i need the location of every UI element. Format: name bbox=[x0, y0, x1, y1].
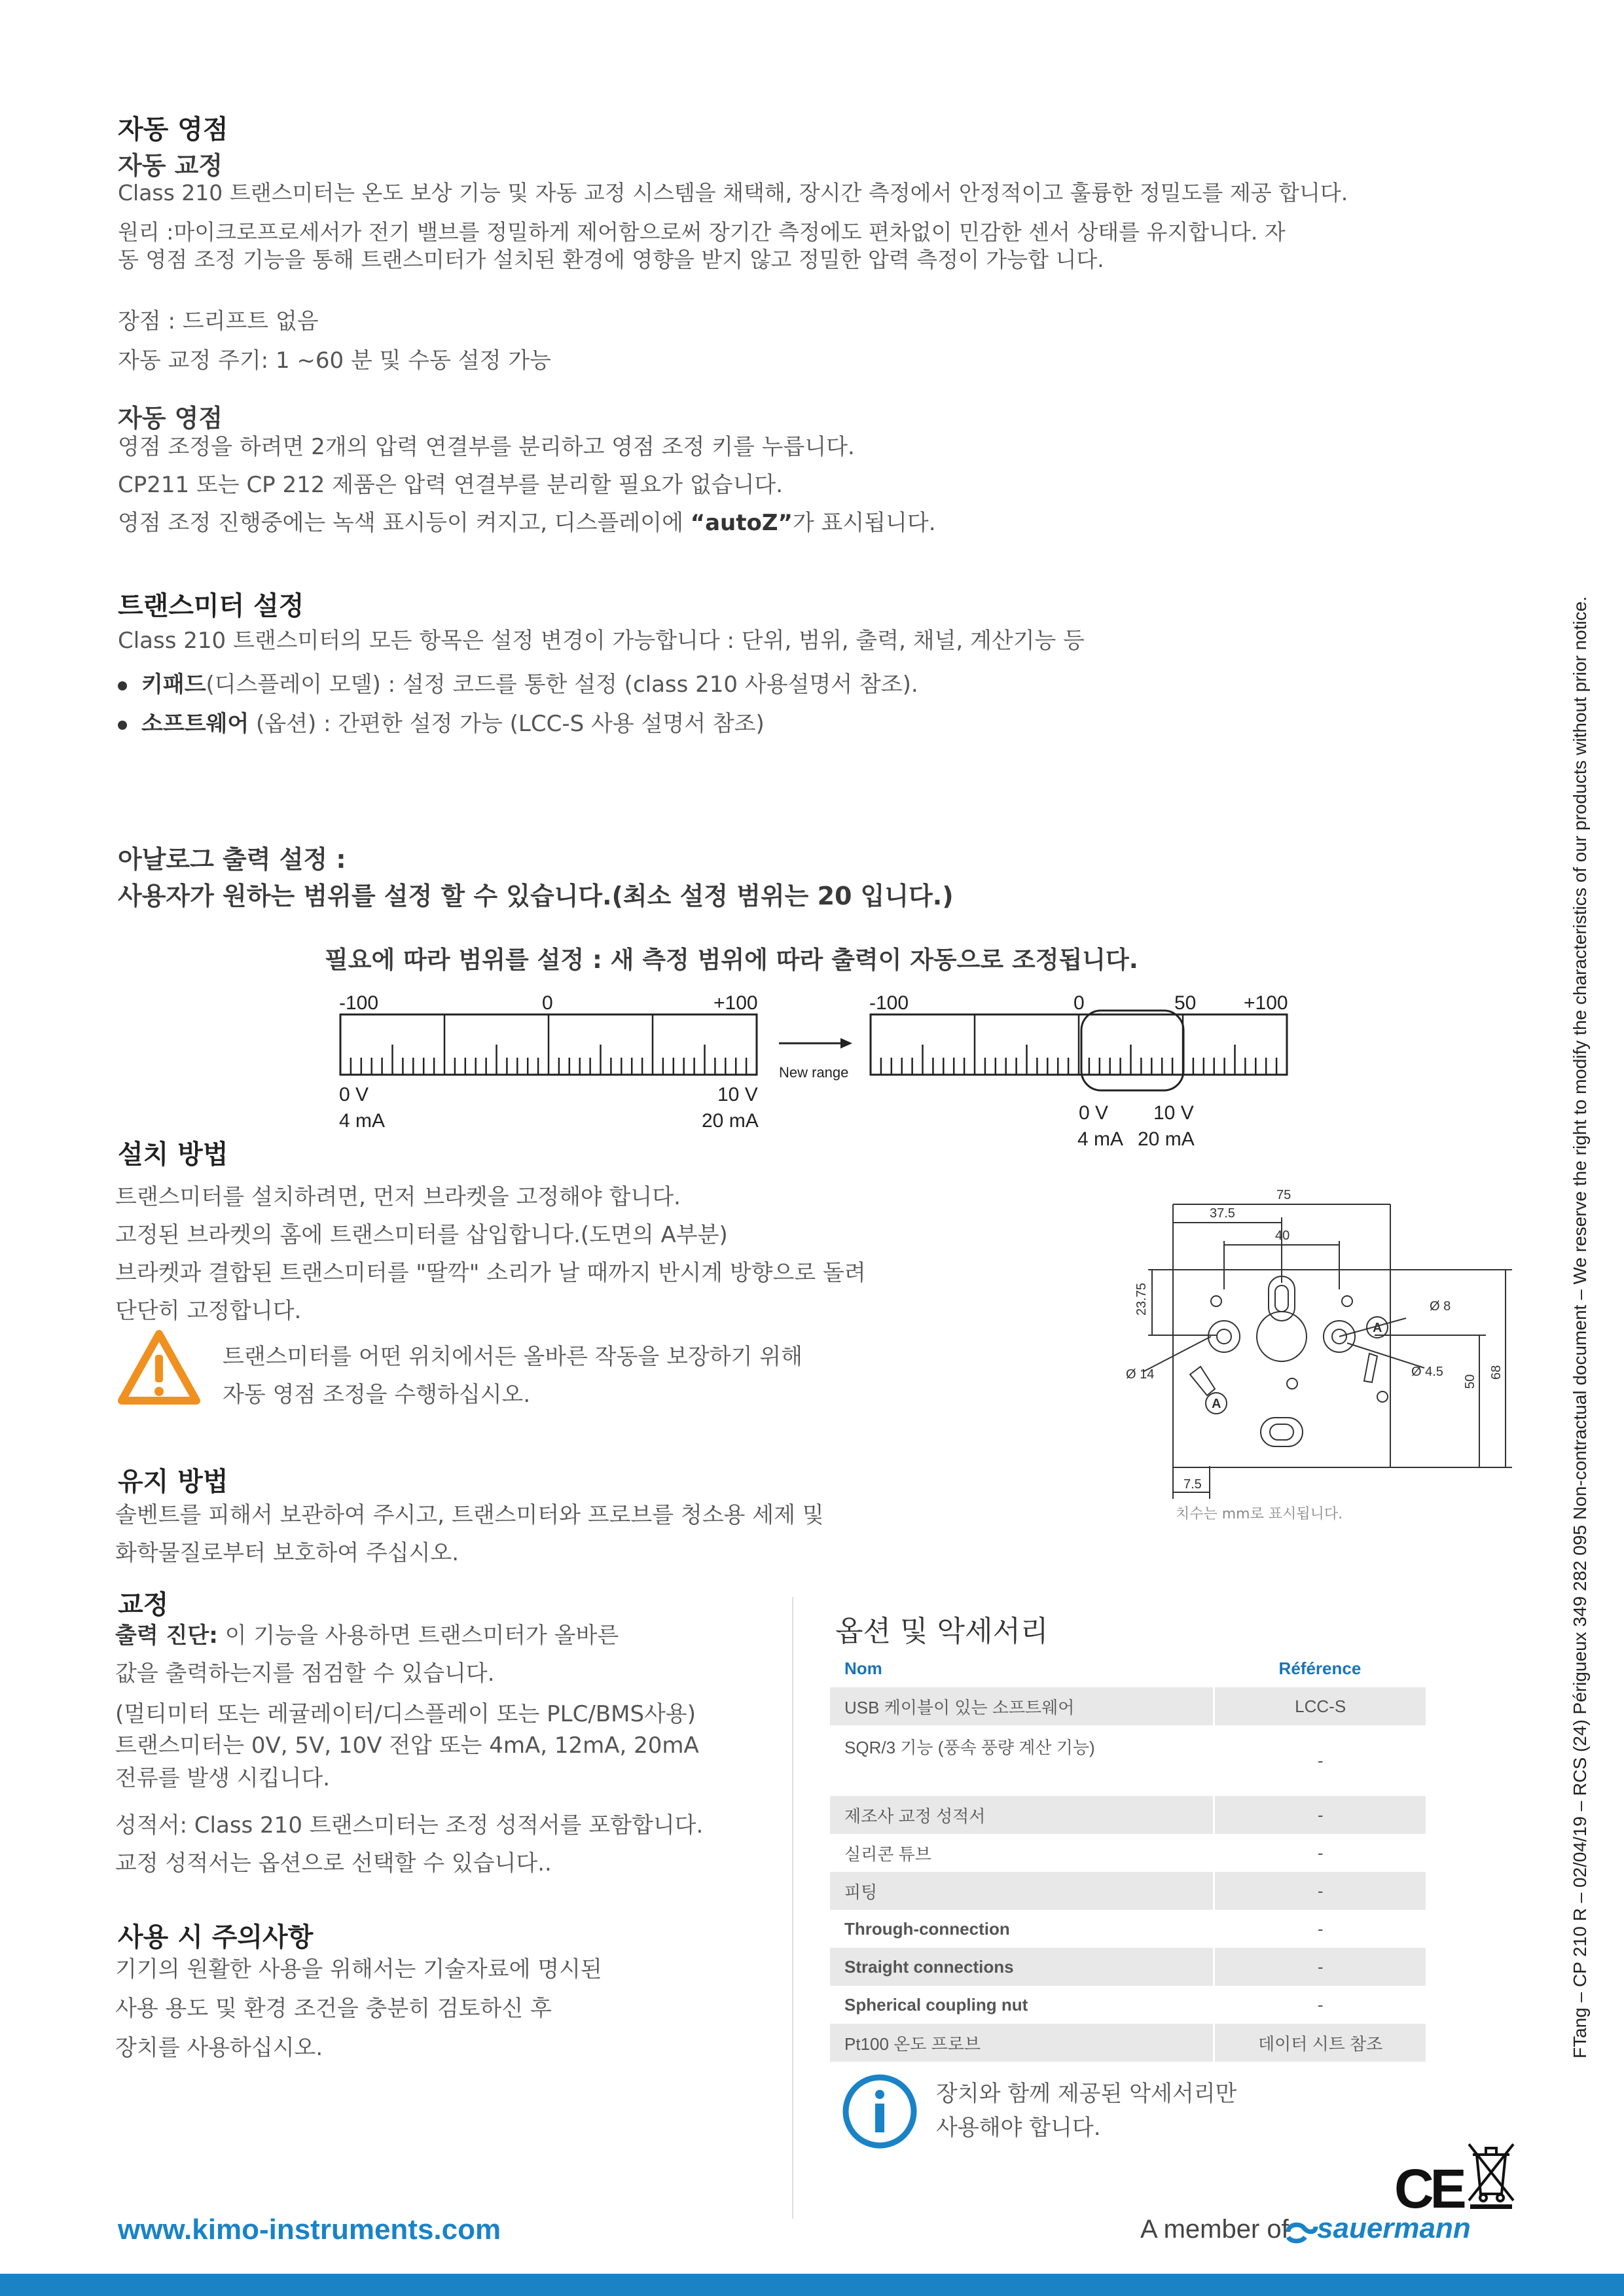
left-10v: 10 V bbox=[717, 1084, 758, 1105]
row-ref: - bbox=[1214, 1910, 1426, 1948]
caution-line2: 사용 용도 및 환경 조건을 충분히 검토하신 후 bbox=[115, 1996, 552, 2022]
calib-line2: 값을 출력하는지를 점검할 수 있습니다. bbox=[115, 1660, 495, 1687]
calib-line6: 성적서: Class 210 트랜스미터는 조정 성적서를 포함합니다. bbox=[115, 1812, 704, 1839]
row-ref: - bbox=[1214, 1986, 1426, 2024]
right-scale bbox=[871, 1014, 1287, 1075]
dim-dia-4-5: Ø 4.5 bbox=[1411, 1365, 1443, 1379]
para-period: 자동 교정 주기: 1 ~60 분 및 수동 설정 가능 bbox=[118, 348, 551, 374]
right-tick-zero: 0 bbox=[1074, 992, 1085, 1014]
table-row bbox=[830, 1687, 1426, 1725]
arrow-head bbox=[840, 1038, 852, 1049]
row-name: 제조사 교정 성적서 bbox=[830, 1796, 1214, 1834]
install-line3: 브라켓과 결합된 트랜스미터를 "딸깍" 소리가 날 때까지 반시계 방향으로 돌려 bbox=[115, 1260, 866, 1286]
row-name: Through-connection bbox=[844, 1918, 1010, 1939]
col-ref-header: Référence bbox=[1278, 1658, 1362, 1678]
calib-line4: 트랜스미터는 0V, 5V, 10V 전압 또는 4mA, 12mA, 20mA bbox=[115, 1732, 699, 1759]
info-line1: 장치와 함께 제공된 악세서리만 bbox=[936, 2081, 1237, 2107]
analog-subtitle: 사용자가 원하는 범위를 설정 할 수 있습니다.(최소 설정 범위는 20 입니다.) bbox=[118, 882, 954, 910]
website-link[interactable]: www.kimo-instruments.com bbox=[118, 2214, 501, 2246]
section-title-calibration: 교정 bbox=[118, 1590, 169, 1620]
label-a-left: A bbox=[1212, 1397, 1221, 1411]
row-name: Spherical coupling nut bbox=[844, 1994, 1028, 2015]
right-20ma: 20 mA bbox=[1138, 1128, 1195, 1150]
side-legal-text: FTang – CP 210 R – 02/04/19 – RCS (24) Périgueux 349 282 095 Non-contractual document – We reserve the right to modify the characteristics of our products without prior notice. bbox=[1570, 596, 1590, 2058]
row-name: 피팅 bbox=[830, 1872, 1214, 1910]
row-ref: - bbox=[1214, 1725, 1426, 1796]
bullet-keypad bbox=[118, 666, 918, 698]
section-title-maintenance: 유지 방법 bbox=[118, 1467, 228, 1497]
row-name: 실리콘 튜브 bbox=[844, 1844, 931, 1864]
dimension-note: 치수는 mm로 표시됩니다. bbox=[1176, 1506, 1343, 1522]
right-4ma: 4 mA bbox=[1077, 1128, 1124, 1150]
maint-line1: 솔벤트를 피해서 보관하여 주시고, 트랜스미터와 프로브를 청소용 세제 및 bbox=[115, 1502, 824, 1528]
install-line1: 트랜스미터를 설치하려면, 먼저 브라켓을 고정해야 합니다. bbox=[115, 1184, 681, 1210]
row-name: USB 케이블이 있는 소프트웨어 bbox=[830, 1687, 1214, 1725]
calib-line5: 전류를 발생 시킵니다. bbox=[115, 1765, 331, 1791]
right-tick-max: +100 bbox=[1244, 992, 1288, 1014]
table-row bbox=[830, 1986, 1426, 2024]
bullet-dot bbox=[118, 681, 127, 691]
calib-line1 bbox=[115, 1621, 619, 1651]
dim-23-75: 23.75 bbox=[1134, 1282, 1149, 1316]
zero-line3-end: 가 표시됩니다. bbox=[792, 510, 936, 536]
section-title-auto-zero-2: 자동 영점 bbox=[118, 404, 223, 433]
section-title-caution: 사용 시 주의사항 bbox=[118, 1922, 314, 1952]
section-title-transmitter-settings: 트랜스미터 설정 bbox=[118, 591, 304, 621]
dim-50: 50 bbox=[1463, 1374, 1477, 1389]
bullet-keypad-text: (디스플레이 모델) : 설정 코드를 통한 설정 (class 210 사용설명서 참조). bbox=[206, 672, 918, 698]
left-scale bbox=[340, 1014, 757, 1075]
dim-dia-8: Ø 8 bbox=[1430, 1299, 1451, 1314]
install-line4: 단단히 고정합니다. bbox=[115, 1298, 302, 1324]
left-tick-min: -100 bbox=[339, 992, 379, 1014]
ce-mark: CE bbox=[1394, 2158, 1463, 2219]
para-zero-line3 bbox=[118, 508, 936, 538]
col-name-header: Nom bbox=[844, 1658, 882, 1678]
right-10v: 10 V bbox=[1153, 1102, 1194, 1124]
table-row bbox=[830, 1910, 1426, 1948]
dimension-drawing bbox=[1113, 1178, 1532, 1532]
para-class210-intro: Class 210 트랜스미터는 온도 보상 기능 및 자동 교정 시스템을 채택해, 장시간 측정에서 안정적이고 훌륭한 정밀도를 제공 합니다. bbox=[118, 180, 1348, 206]
calib-line7: 교정 성적서는 옵션으로 선택할 수 있습니다.. bbox=[115, 1850, 552, 1876]
bullet-software bbox=[118, 706, 765, 738]
row-name: Straight connections bbox=[830, 1948, 1214, 1986]
calib-output-diag-key: 출력 진단: bbox=[115, 1623, 218, 1649]
caution-line3: 장치를 사용하십시오. bbox=[115, 2035, 323, 2061]
row-ref: - bbox=[1214, 1834, 1426, 1872]
row-ref: - bbox=[1214, 1872, 1426, 1910]
row-name: SQR/3 기능 (풍속 풍량 계산 기능) bbox=[844, 1738, 1095, 1757]
sauermann-brand: sauermann bbox=[1317, 2212, 1471, 2244]
table-row bbox=[830, 1796, 1426, 1834]
para-principle-line1: 원리 :마이크로프로세서가 전기 밸브를 정밀하게 제어함으로써 장기간 측정에도 편차없이 민감한 센서 상태를 유지합니다. 자 bbox=[118, 219, 1286, 245]
section-title-auto-zero: 자동 영점 bbox=[118, 115, 228, 145]
left-20ma: 20 mA bbox=[702, 1110, 759, 1132]
calib-line1-text: 이 기능을 사용하면 트랜스미터가 올바른 bbox=[217, 1623, 619, 1649]
left-tick-max: +100 bbox=[713, 992, 758, 1014]
right-tick-50: 50 bbox=[1174, 992, 1197, 1014]
zero-line3-text: 영점 조정 진행중에는 녹색 표시등이 켜지고, 디스플레이에 bbox=[118, 510, 691, 536]
info-icon bbox=[840, 2072, 919, 2151]
right-0v: 0 V bbox=[1079, 1102, 1109, 1124]
left-4ma: 4 mA bbox=[339, 1110, 386, 1132]
dim-75: 75 bbox=[1276, 1188, 1291, 1202]
table-row bbox=[830, 1834, 1426, 1872]
para-principle-line2: 동 영점 조정 기능을 통해 트랜스미터가 설치된 환경에 영향을 받지 않고 정밀한 압력 측정이 가능합 니다. bbox=[118, 247, 1104, 272]
bullet-keypad-key: 키패드 bbox=[141, 672, 206, 698]
table-row bbox=[830, 2024, 1426, 2062]
analog-note: 필요에 따라 범위를 설정 : 새 측정 범위에 따라 출력이 자동으로 조정됩니다. bbox=[325, 946, 1138, 974]
section-title-installation: 설치 방법 bbox=[118, 1139, 228, 1170]
right-tick-min: -100 bbox=[869, 992, 909, 1014]
weee-bin-icon bbox=[1466, 2140, 1516, 2210]
left-0v: 0 V bbox=[339, 1084, 369, 1105]
install-line2: 고정된 브라켓의 홈에 트랜스미터를 삽입합니다.(도면의 A부분) bbox=[115, 1222, 728, 1248]
warning-icon bbox=[117, 1329, 202, 1406]
table-row bbox=[830, 1948, 1426, 1986]
label-a-right: A bbox=[1373, 1321, 1382, 1335]
maint-line2: 화학물질로부터 보호하여 주십시오. bbox=[115, 1540, 460, 1566]
dim-40: 40 bbox=[1275, 1229, 1290, 1243]
dim-7-5: 7.5 bbox=[1183, 1477, 1202, 1492]
new-range-label: New range bbox=[779, 1064, 849, 1081]
row-name: Pt100 온도 프로브 bbox=[830, 2024, 1214, 2062]
table-header-row bbox=[830, 1649, 1426, 1687]
caution-line1: 기기의 원활한 사용을 위해서는 기술자료에 명시된 bbox=[115, 1956, 602, 1982]
bullet-software-text: (옵션) : 간편한 설정 가능 (LCC-S 사용 설명서 참조) bbox=[249, 711, 765, 737]
member-of-text: A member of bbox=[1140, 2215, 1289, 2244]
autoz-label: “autoZ” bbox=[690, 510, 793, 536]
row-ref: 데이터 시트 참조 bbox=[1214, 2024, 1426, 2062]
row-ref: - bbox=[1214, 1948, 1426, 1986]
dim-37-5: 37.5 bbox=[1210, 1206, 1235, 1221]
bullet-dot bbox=[118, 721, 127, 730]
para-advantage: 장점 : 드리프트 없음 bbox=[118, 308, 319, 334]
new-range-highlight bbox=[1081, 1011, 1183, 1090]
options-table bbox=[830, 1649, 1426, 2062]
analog-title: 아날로그 출력 설정 : bbox=[118, 845, 346, 874]
subtitle-auto-calibration: 자동 교정 bbox=[118, 151, 223, 180]
para-zero-line2: CP211 또는 CP 212 제품은 압력 연결부를 분리할 필요가 없습니다. bbox=[118, 472, 784, 498]
calib-line3: (멀티미터 또는 레귤레이터/디스플레이 또는 PLC/BMS사용) bbox=[115, 1701, 696, 1727]
sauermann-logo-icon bbox=[1284, 2219, 1320, 2245]
dim-dia-14: Ø 14 bbox=[1126, 1367, 1155, 1382]
warning-line2: 자동 영점 조정을 수행하십시오. bbox=[223, 1382, 531, 1408]
options-title: 옵션 및 악세서리 bbox=[835, 1615, 1049, 1648]
table-row bbox=[830, 1872, 1426, 1910]
warning-line1: 트랜스미터를 어떤 위치에서든 올바른 작동을 보장하기 위해 bbox=[223, 1344, 803, 1370]
para-settings-intro: Class 210 트랜스미터의 모든 항목은 설정 변경이 가능합니다 : 단위, 범위, 출력, 채널, 계산기능 등 bbox=[118, 628, 1085, 654]
row-ref: LCC-S bbox=[1214, 1687, 1426, 1725]
bullet-software-key: 소프트웨어 bbox=[141, 711, 249, 737]
info-line2: 사용해야 합니다. bbox=[936, 2115, 1101, 2141]
bracket-outline bbox=[1173, 1270, 1390, 1467]
column-divider bbox=[792, 1597, 793, 2219]
left-tick-zero: 0 bbox=[542, 992, 553, 1014]
footer-bar bbox=[0, 2274, 1624, 2296]
para-zero-line1: 영점 조정을 하려면 2개의 압력 연결부를 분리하고 영점 조정 키를 누릅니다. bbox=[118, 434, 855, 460]
row-ref: - bbox=[1214, 1796, 1426, 1834]
dim-68: 68 bbox=[1489, 1365, 1504, 1380]
table-row bbox=[830, 1725, 1426, 1796]
